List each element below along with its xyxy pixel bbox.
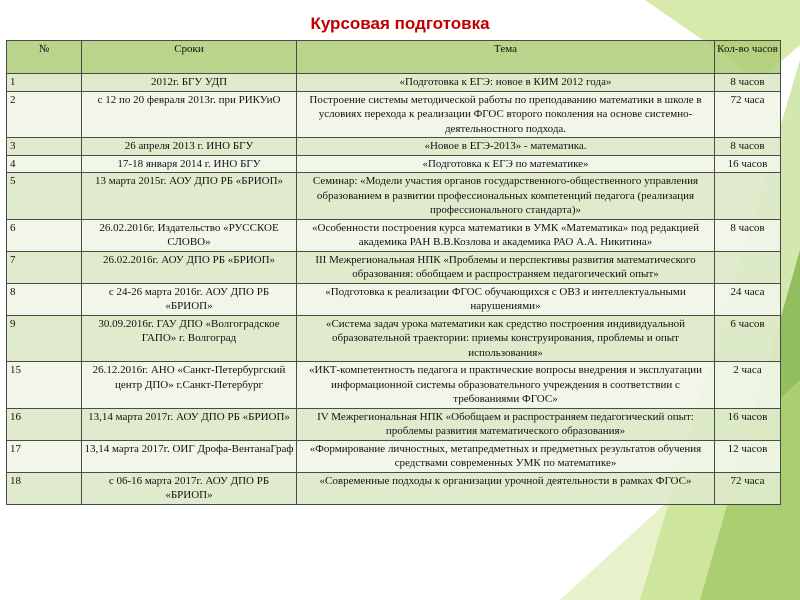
row-hours: 72 часа (715, 91, 781, 138)
course-table (6, 40, 781, 505)
row-topic: «Формирование личностных, метапредметных и предметных результатов обучения средствами современных УМК по математике» (297, 440, 715, 472)
row-dates: 13,14 марта 2017г. АОУ ДПО РБ «БРИОП» (82, 408, 297, 440)
row-num: 8 (7, 283, 82, 315)
table-row (7, 362, 781, 409)
row-dates: 26.02.2016г. АОУ ДПО РБ «БРИОП» (82, 251, 297, 283)
table-row (7, 472, 781, 504)
row-hours: 2 часа (715, 362, 781, 409)
row-dates: 13,14 марта 2017г. ОИГ Дрофа-ВентанаГраф (82, 440, 297, 472)
row-dates: 13 марта 2015г. АОУ ДПО РБ «БРИОП» (82, 173, 297, 220)
header-hours: Кол-во часов (715, 41, 781, 74)
row-dates: 30.09.2016г. ГАУ ДПО «Волгоградское ГАПО» г. Волгоград (82, 315, 297, 362)
row-topic: «Подготовка к ЕГЭ по математике» (297, 155, 715, 173)
header-topic: Тема (297, 41, 715, 74)
row-num: 5 (7, 173, 82, 220)
row-hours: 6 часов (715, 315, 781, 362)
row-hours: 24 часа (715, 283, 781, 315)
row-dates: 26.12.2016г. АНО «Санкт-Петербургский центр ДПО» г.Санкт-Петербург (82, 362, 297, 409)
table-row (7, 173, 781, 220)
table-row (7, 74, 781, 92)
table-row (7, 155, 781, 173)
row-topic: «Новое в ЕГЭ-2013» - математика. (297, 138, 715, 156)
table-row (7, 440, 781, 472)
row-hours: 16 часов (715, 155, 781, 173)
row-num: 9 (7, 315, 82, 362)
row-hours: 8 часов (715, 138, 781, 156)
row-hours (715, 173, 781, 220)
table-header-row (7, 41, 781, 74)
table-row (7, 408, 781, 440)
row-dates: 17-18 января 2014 г. ИНО БГУ (82, 155, 297, 173)
row-dates: 26 апреля 2013 г. ИНО БГУ (82, 138, 297, 156)
row-hours (715, 251, 781, 283)
row-num: 6 (7, 219, 82, 251)
row-num: 7 (7, 251, 82, 283)
row-num: 1 (7, 74, 82, 92)
row-num: 4 (7, 155, 82, 173)
row-dates: 2012г. БГУ УДП (82, 74, 297, 92)
header-num: № (7, 41, 82, 74)
row-topic: IV Межрегиональная НПК «Обобщаем и распространяем педагогический опыт: проблемы развития математического образования» (297, 408, 715, 440)
row-dates: с 06-16 марта 2017г. АОУ ДПО РБ «БРИОП» (82, 472, 297, 504)
row-hours: 72 часа (715, 472, 781, 504)
table-row (7, 91, 781, 138)
row-num: 3 (7, 138, 82, 156)
row-topic: «ИКТ-компетентность педагога и практические вопросы внедрения и эксплуатации информационной системы образовательного учреждения в соответствии с требованиями ФГОС» (297, 362, 715, 409)
row-topic: «Система задач урока математики как средство построения индивидуальной образовательной траектории: приемы конструирования, проблемы и опыт использования» (297, 315, 715, 362)
header-dates: Сроки (82, 41, 297, 74)
table-row (7, 315, 781, 362)
row-dates: с 24-26 марта 2016г. АОУ ДПО РБ «БРИОП» (82, 283, 297, 315)
row-num: 17 (7, 440, 82, 472)
row-topic: Построение системы методической работы по преподаванию математики в школе в условиях перехода к реализации ФГОС второго поколения на основе системно-деятельностного подхода. (297, 91, 715, 138)
row-dates: с 12 по 20 февраля 2013г. при РИКУиО (82, 91, 297, 138)
row-topic: Семинар: «Модели участия органов государственного-общественного управления образованием в развитии профессиональных компетенций педагога (реализация профессионального стандарта)» (297, 173, 715, 220)
row-num: 18 (7, 472, 82, 504)
row-dates: 26.02.2016г. Издательство «РУССКОЕ СЛОВО» (82, 219, 297, 251)
table-row (7, 251, 781, 283)
table-row (7, 138, 781, 156)
row-num: 2 (7, 91, 82, 138)
row-hours: 16 часов (715, 408, 781, 440)
row-topic: «Современные подходы к организации урочной деятельности в рамках ФГОС» (297, 472, 715, 504)
row-topic: «Особенности построения курса математики в УМК «Математика» под редакцией академика РАН В.В.Козлова и академика РАО А.А. Никитина» (297, 219, 715, 251)
row-hours: 8 часов (715, 219, 781, 251)
row-topic: «Подготовка к ЕГЭ: новое в КИМ 2012 года» (297, 74, 715, 92)
row-topic: III Межрегиональная НПК «Проблемы и перспективы развития математического образования: обобщаем и распространяем педагогический опыт» (297, 251, 715, 283)
row-topic: «Подготовка к реализации ФГОС обучающихся с ОВЗ и интеллектуальными нарушениями» (297, 283, 715, 315)
table-row (7, 283, 781, 315)
slide-title: Курсовая подготовка (310, 14, 490, 33)
table-row (7, 219, 781, 251)
row-num: 15 (7, 362, 82, 409)
row-num: 16 (7, 408, 82, 440)
row-hours: 12 часов (715, 440, 781, 472)
row-hours: 8 часов (715, 74, 781, 92)
